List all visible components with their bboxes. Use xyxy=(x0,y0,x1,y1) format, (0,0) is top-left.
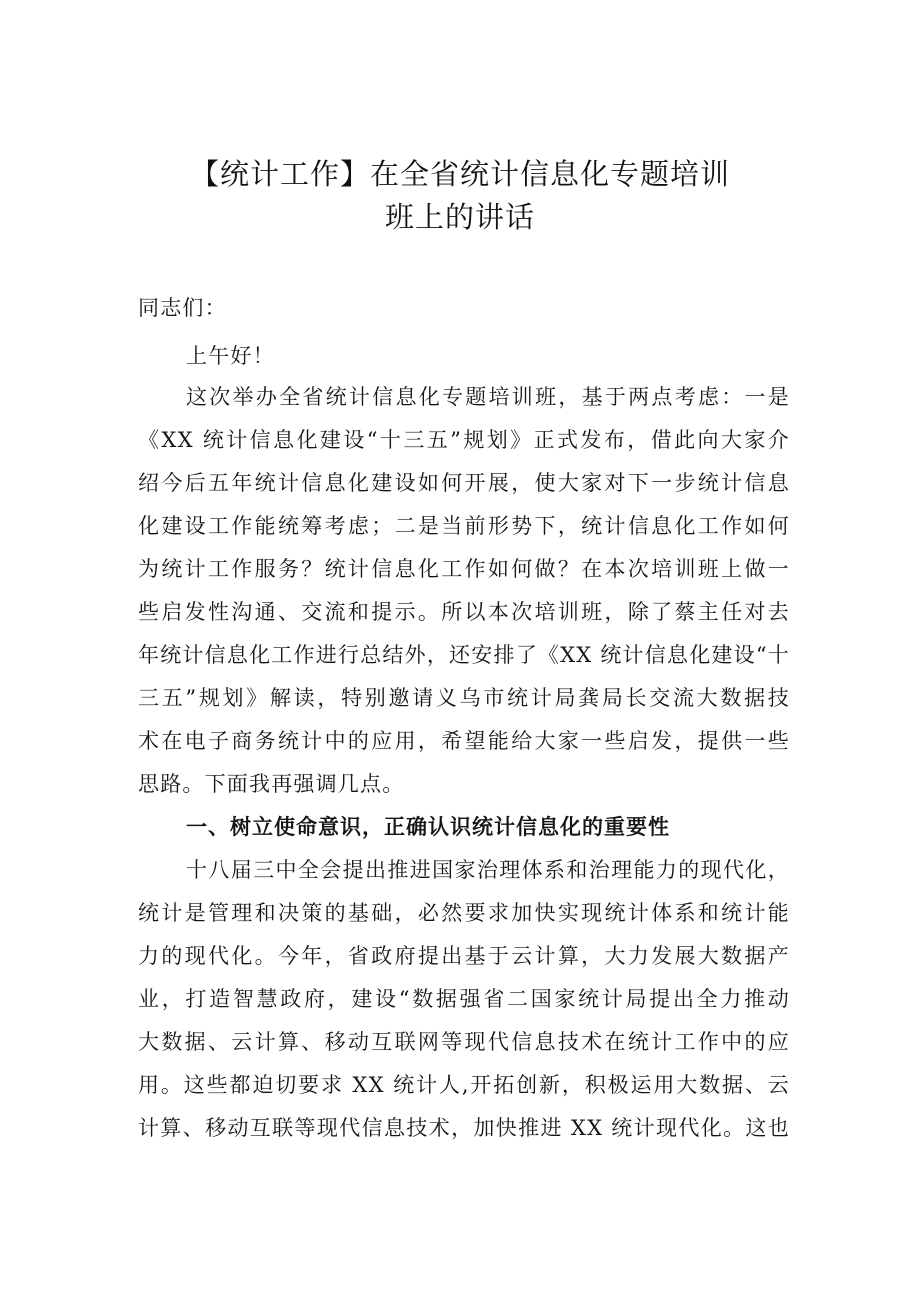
greeting: 上午好！ xyxy=(186,344,275,368)
paragraph-line: 化建设工作能统筹考虑；二是当前形势下，统计信息化工作如何 xyxy=(138,514,790,538)
paragraph-line: 思路。下面我再强调几点。 xyxy=(138,772,405,796)
paragraph-line: 术在电子商务统计中的应用，希望能给大家一些启发，提供一些 xyxy=(138,729,790,753)
paragraph-line: 为统计工作服务？统计信息化工作如何做？在本次培训班上做一 xyxy=(138,557,790,581)
paragraph-line: 业，打造智慧政府，建设“数据强省二国家统计局提出全力推动 xyxy=(138,987,790,1011)
paragraph-line: 《XX 统计信息化建设“十三五”规划》正式发布，借此向大家介 xyxy=(138,428,790,452)
paragraph-line: 用。这些都迫切要求 XX 统计人,开拓创新，积极运用大数据、云 xyxy=(138,1073,790,1097)
paragraph-line: 力的现代化。今年，省政府提出基于云计算，大力发展大数据产 xyxy=(138,944,790,968)
paragraph-line: 三五”规划》解读，特别邀请义乌市统计局龚局长交流大数据技 xyxy=(138,686,790,710)
document-title-line-1: 【统计工作】在全省统计信息化专题培训 xyxy=(189,157,730,191)
salutation: 同志们： xyxy=(138,296,227,320)
paragraph-line: 些启发性沟通、交流和提示。所以本次培训班，除了蔡主任对去 xyxy=(138,600,790,624)
paragraph-line: 绍今后五年统计信息化建设如何开展，使大家对下一步统计信息 xyxy=(138,471,790,495)
paragraph-line: 十八届三中全会提出推进国家治理体系和治理能力的现代化， xyxy=(186,858,790,882)
paragraph-line: 大数据、云计算、移动互联网等现代信息技术在统计工作中的应 xyxy=(138,1030,790,1054)
paragraph-line: 统计是管理和决策的基础，必然要求加快实现统计体系和统计能 xyxy=(138,901,790,925)
section-heading: 一、树立使命意识，正确认识统计信息化的重要性 xyxy=(186,815,670,839)
paragraph-line: 这次举办全省统计信息化专题培训班，基于两点考虑：一是 xyxy=(186,385,790,409)
document-title-line-2: 班上的讲话 xyxy=(384,200,535,234)
paragraph-line: 年统计信息化工作进行总结外，还安排了《XX 统计信息化建设“十 xyxy=(138,643,790,667)
paragraph-line: 计算、移动互联等现代信息技术，加快推进 XX 统计现代化。这也 xyxy=(138,1116,790,1140)
